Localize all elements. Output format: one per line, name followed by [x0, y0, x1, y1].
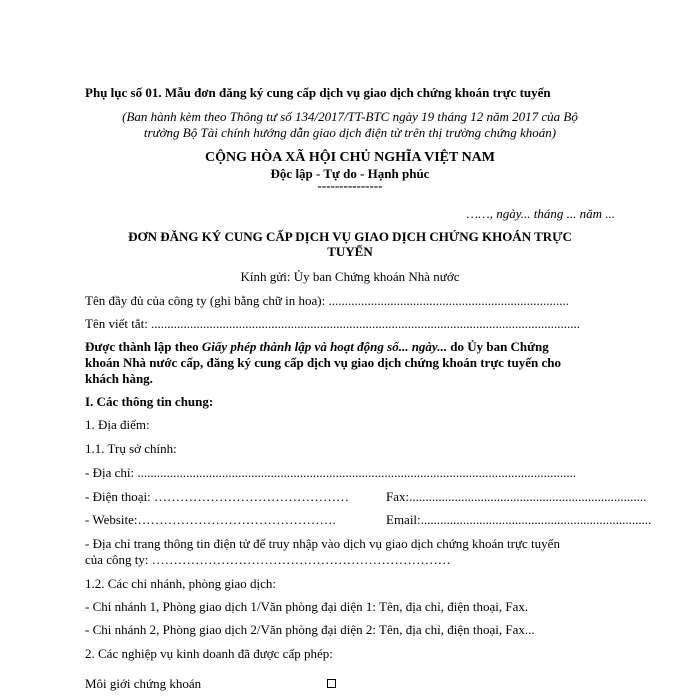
head-office-heading: 1.1. Trụ sở chính: [85, 441, 177, 456]
form-title-line2: TUYẾN [327, 244, 373, 259]
website-field: - Website:………………………………………. [85, 512, 336, 527]
licensed-services-heading: 2. Các nghiệp vụ kinh doanh đã được cấp phép: [85, 646, 333, 661]
national-header-country: CỘNG HÒA XÃ HỘI CHỦ NGHĨA VIỆT NAM [204, 150, 495, 165]
national-header-motto: Độc lập - Tự do - Hạnh phúc [270, 166, 430, 181]
company-full-name-field: Tên đầy đủ của công ty (ghi bằng chữ in hoa): .......................................................................... [85, 293, 570, 308]
addressee: Kính gửi: Ủy ban Chứng khoán Nhà nước [240, 269, 460, 284]
issued-note-line1: (Ban hành kèm theo Thông tư số 134/2017/TT-BTC ngày 19 tháng 12 năm 2017 của Bộ [122, 109, 578, 124]
license-suffix: do Ủy ban Chứng [446, 339, 549, 354]
license-line1 [85, 338, 549, 355]
phone-field: - Điện thoại: ……………………………………… [85, 489, 349, 504]
issued-note-line2: trưởng Bộ Tài chính hướng dẫn giao dịch điện tử trên thị trường chứng khoán) [143, 125, 557, 140]
portal-address-line2: của công ty: …………………………………………………………… [85, 552, 451, 567]
portal-address-line1: - Địa chỉ trang thông tin điện tử để truy nhập vào dịch vụ giao dịch chứng khoán trực tuyến [85, 536, 560, 551]
address-field: - Địa chỉ: ....................................................................................................................................... [85, 465, 577, 480]
date-line: ……, ngày... tháng ... năm ... [466, 206, 615, 221]
license-line2: khoán Nhà nước cấp, đăng ký cung cấp dịch vụ giao dịch chứng khoán trực tuyến cho [85, 355, 561, 370]
branch-2: - Chi nhánh 2, Phòng giao dịch 2/Văn phòng đại diện 2: Tên, địa chỉ, điện thoại, Fax... [85, 622, 535, 637]
form-title-line1: ĐƠN ĐĂNG KÝ CUNG CẤP DỊCH VỤ GIAO DỊCH CHỨNG KHOÁN TRỰC [128, 229, 572, 244]
appendix-title: Phụ lục số 01. Mẫu đơn đăng ký cung cấp dịch vụ giao dịch chứng khoán trực tuyến [85, 85, 551, 100]
service-brokerage-label: Môi giới chứng khoán [85, 676, 202, 691]
branch-1: - Chi nhánh 1, Phòng giao dịch 1/Văn phòng đại diện 1: Tên, địa chỉ, điện thoại, Fax. [85, 599, 529, 614]
location-heading: 1. Địa điểm: [85, 417, 150, 432]
branches-heading: 1.2. Các chi nhánh, phòng giao dịch: [85, 576, 276, 591]
company-short-name-field: Tên viết tắt: .................................................................................................................................... [85, 316, 581, 331]
service-brokerage-checkbox[interactable] [327, 679, 336, 688]
fax-field: Fax:......................................................................... [386, 489, 647, 504]
section1-title: I. Các thông tin chung: [85, 394, 214, 409]
license-prefix: Được thành lập theo [85, 339, 202, 354]
license-italic: Giấy phép thành lập và hoạt động số... ngày... [201, 339, 447, 354]
national-header-separator: --------------- [317, 178, 383, 193]
license-line3: khách hàng. [85, 371, 153, 386]
email-field: Email:....................................................................... [386, 512, 652, 527]
